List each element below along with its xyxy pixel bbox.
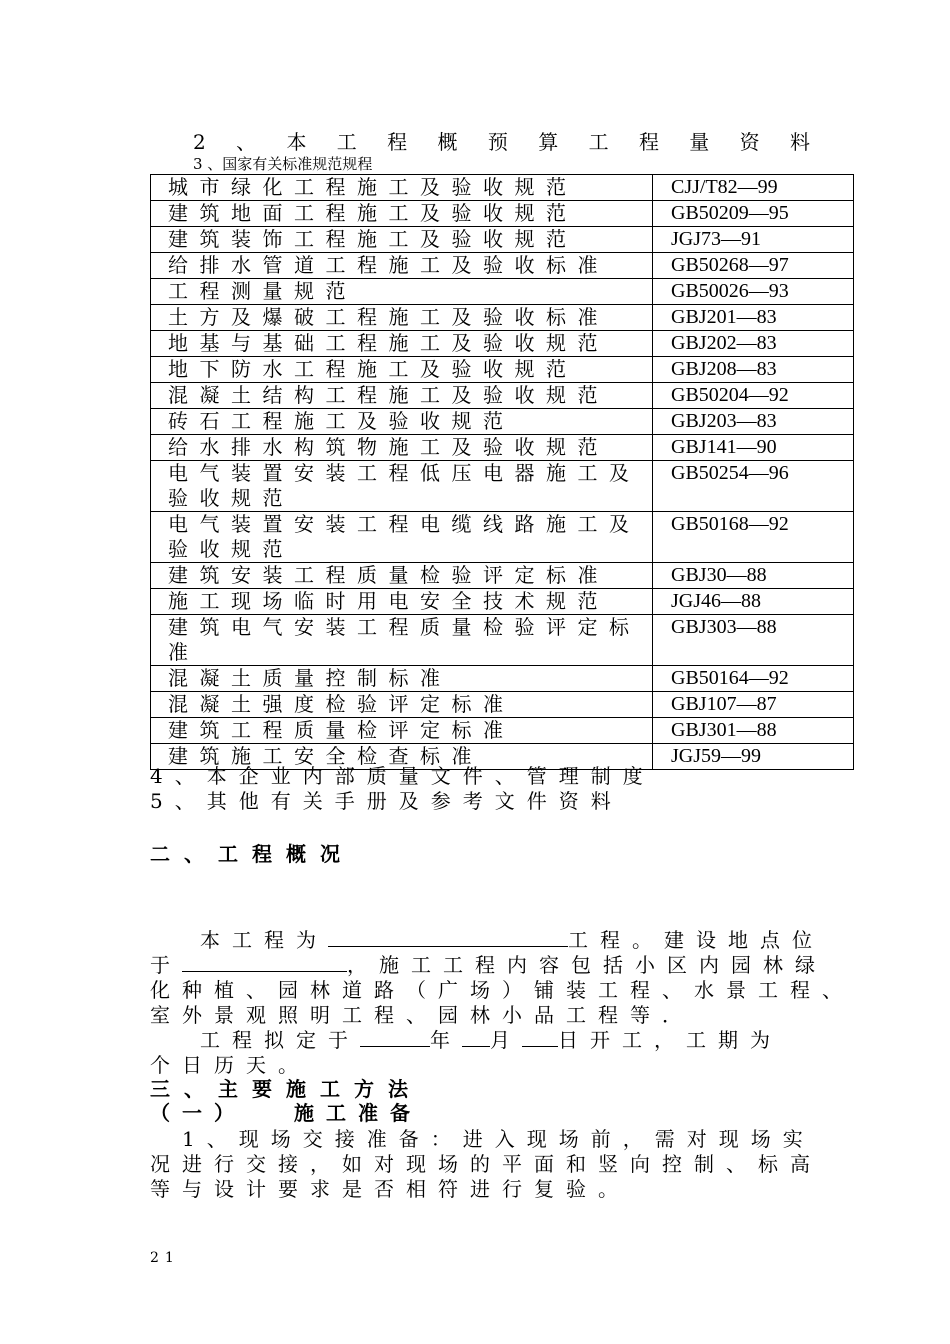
standard-name: 混凝土强度检验评定标准: [151, 692, 653, 718]
page-number: 21: [150, 1250, 180, 1266]
standard-name: 砖石工程施工及验收规范: [151, 409, 653, 435]
table-row: [151, 615, 854, 666]
table-row: [151, 383, 854, 409]
item-5-line: 5、其他有关手册及参考文件资料: [150, 789, 623, 813]
standard-code: GBJ141—90: [653, 435, 854, 461]
standard-code: GBJ301—88: [653, 718, 854, 744]
section-2-line-3: 化种植、园林道路（广场）铺装工程、水景工程、: [150, 978, 854, 1002]
standard-name: 混凝土质量控制标准: [151, 666, 653, 692]
table-row: [151, 305, 854, 331]
standard-name: 建筑施工安全检查标准: [151, 744, 653, 770]
standard-name: 地基与基础工程施工及验收规范: [151, 331, 653, 357]
section-2-line-1: [200, 928, 850, 953]
standard-code: GBJ303—88: [653, 615, 854, 666]
text: 工程。建设地点位: [568, 928, 824, 952]
blank-day: [522, 1028, 558, 1047]
blank-project-name: [328, 928, 568, 947]
standard-name: 电气装置安装工程电缆线路施工及验收规范: [151, 512, 653, 563]
standard-code: GB50254—96: [653, 461, 854, 512]
standard-code: GBJ203—83: [653, 409, 854, 435]
standard-name: 电气装置安装工程低压电器施工及验收规范: [151, 461, 653, 512]
standard-code: GBJ202—83: [653, 331, 854, 357]
standard-name: 城市绿化工程施工及验收规范: [151, 175, 653, 201]
item-4-line: 4、本企业内部质量文件、管理制度: [150, 764, 655, 788]
table-row: [151, 461, 854, 512]
standard-code: JGJ59—99: [653, 744, 854, 770]
section-3-line-3: 等与设计要求是否相符进行复验。: [150, 1177, 630, 1201]
standard-code: GB50164—92: [653, 666, 854, 692]
standard-name: 土方及爆破工程施工及验收标准: [151, 305, 653, 331]
standard-name: 建筑电气安装工程质量检验评定标准: [151, 615, 653, 666]
section-3-heading: 三、主要施工方法: [150, 1077, 422, 1101]
standard-code: JGJ46—88: [653, 589, 854, 615]
section-2-heading: 二、工程概况: [150, 842, 354, 866]
section-3-line-2: 况进行交接，如对现场的平面和竖向控制、标高: [150, 1152, 822, 1176]
standard-code: GBJ201—83: [653, 305, 854, 331]
section-3-subheading: [150, 1101, 850, 1126]
standard-name: 建筑工程质量检评定标准: [151, 718, 653, 744]
table-row: [151, 279, 854, 305]
section-3-line-1: 1、现场交接准备：进入现场前，需对现场实: [182, 1127, 815, 1151]
standard-code: GB50209—95: [653, 201, 854, 227]
blank-year: [360, 1028, 430, 1047]
table-row: [151, 563, 854, 589]
text: ，施工工程内容包括小区内园林绿: [347, 953, 827, 977]
standard-code: GBJ30—88: [653, 563, 854, 589]
table-row: [151, 435, 854, 461]
text: 于: [150, 953, 182, 977]
standard-name: 建筑地面工程施工及验收规范: [151, 201, 653, 227]
standard-code: GB50268—97: [653, 253, 854, 279]
table-row: [151, 589, 854, 615]
standard-name: 建筑装饰工程施工及验收规范: [151, 227, 653, 253]
standard-name: 给排水管道工程施工及验收标准: [151, 253, 653, 279]
standard-name: 工程测量规范: [151, 279, 653, 305]
text: 日开工，工期为: [558, 1028, 782, 1052]
section-2-line-6: 个日历天。: [150, 1053, 310, 1077]
standard-name: 给水排水构筑物施工及验收规范: [151, 435, 653, 461]
standard-name: 建筑安装工程质量检验评定标准: [151, 563, 653, 589]
table-row: [151, 201, 854, 227]
table-row: [151, 253, 854, 279]
table-row: [151, 666, 854, 692]
standard-name: 地下防水工程施工及验收规范: [151, 357, 653, 383]
standards-table: [150, 174, 854, 770]
standard-code: GB50026—93: [653, 279, 854, 305]
section-2-line-5: [200, 1028, 850, 1053]
sub-number: （一）: [150, 1101, 246, 1125]
table-row: [151, 512, 854, 563]
blank-month: [462, 1028, 490, 1047]
text: 月: [490, 1028, 522, 1052]
table-row: [151, 692, 854, 718]
table-row: [151, 175, 854, 201]
table-row: [151, 357, 854, 383]
standard-code: CJJ/T82—99: [653, 175, 854, 201]
table-row: [151, 409, 854, 435]
standard-code: GB50168—92: [653, 512, 854, 563]
table-row: [151, 331, 854, 357]
item-2-line: 2 、 本 工 程 概 预 算 工 程 量 资 料: [193, 130, 823, 154]
standard-code: GB50204—92: [653, 383, 854, 409]
text: 本工程为: [200, 928, 328, 952]
standard-code: GBJ208—83: [653, 357, 854, 383]
standard-code: JGJ73—91: [653, 227, 854, 253]
standard-name: 混凝土结构工程施工及验收规范: [151, 383, 653, 409]
text: 工程拟定于: [200, 1028, 360, 1052]
standard-name: 施工现场临时用电安全技术规范: [151, 589, 653, 615]
item-3-line: 3 、国家有关标准规范规程: [193, 155, 373, 173]
table-row: [151, 718, 854, 744]
text: 年: [430, 1028, 462, 1052]
section-2-line-4: 室外景观照明工程、园林小品工程等．: [150, 1003, 694, 1027]
sub-title: 施工准备: [294, 1101, 422, 1125]
section-2-line-2: [150, 953, 850, 978]
standard-code: GBJ107—87: [653, 692, 854, 718]
table-row: [151, 227, 854, 253]
blank-location: [182, 953, 347, 972]
